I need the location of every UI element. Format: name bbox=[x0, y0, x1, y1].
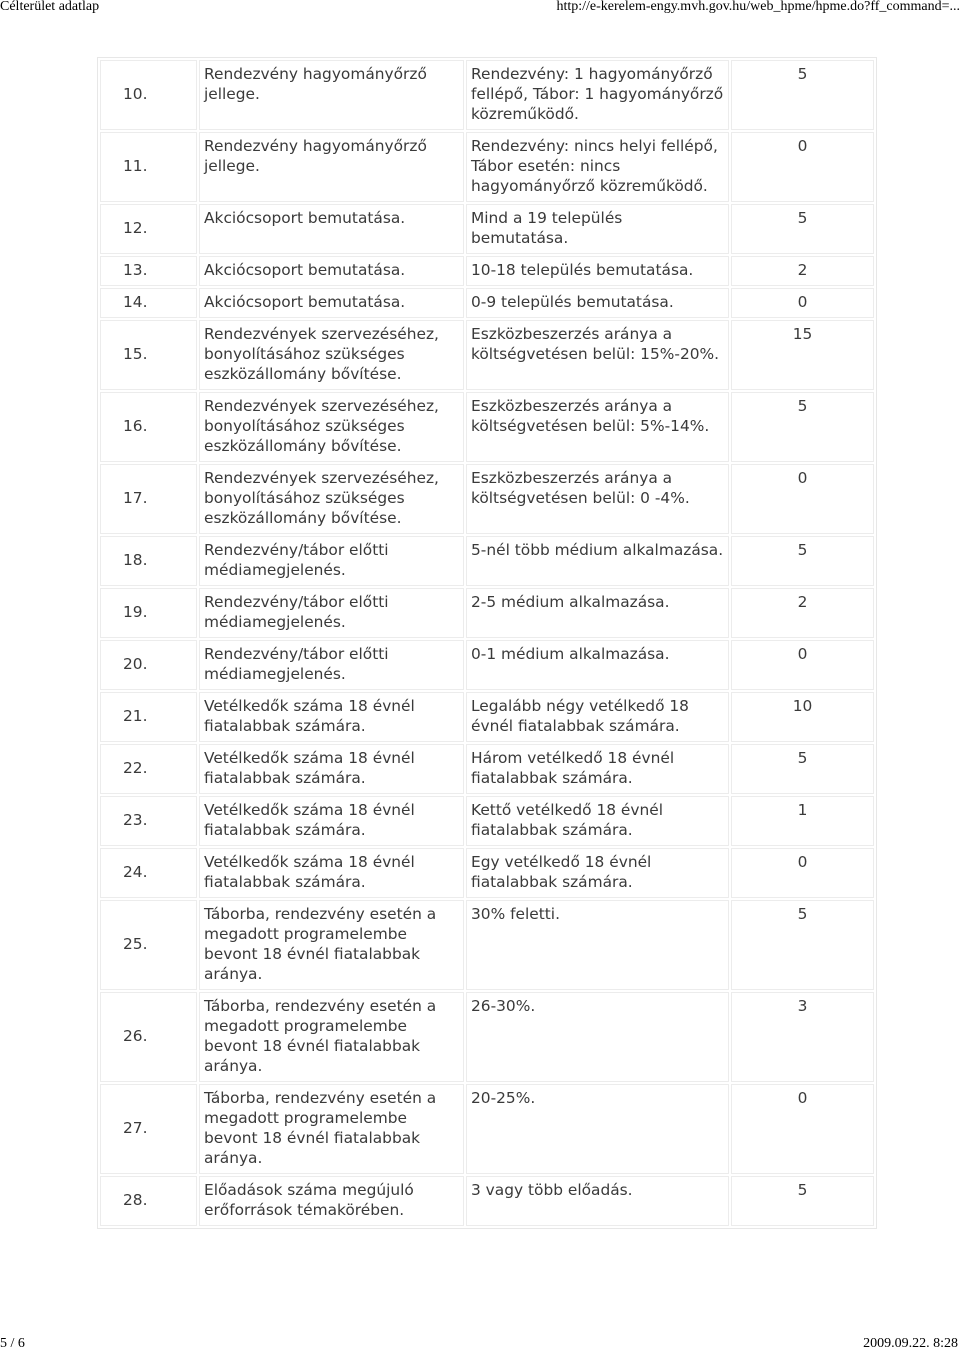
row-number: 27. bbox=[100, 1084, 197, 1174]
row-number: 26. bbox=[100, 992, 197, 1082]
row-description: Rendezvények szervezéséhez, bonyolításához szükséges eszközállomány bővítése. bbox=[199, 464, 464, 534]
row-description: Rendezvények szervezéséhez, bonyolításához szükséges eszközállomány bővítése. bbox=[199, 320, 464, 390]
table-row bbox=[100, 204, 874, 254]
row-points: 0 bbox=[731, 848, 874, 898]
row-criterion: 2-5 médium alkalmazása. bbox=[466, 588, 729, 638]
table-row bbox=[100, 692, 874, 742]
row-points: 0 bbox=[731, 1084, 874, 1174]
row-points: 2 bbox=[731, 588, 874, 638]
row-points: 5 bbox=[731, 744, 874, 794]
table-row bbox=[100, 132, 874, 202]
row-description: Előadások száma megújuló erőforrások témakörében. bbox=[199, 1176, 464, 1226]
table-row bbox=[100, 588, 874, 638]
row-criterion: 20-25%. bbox=[466, 1084, 729, 1174]
header-title: Célterület adatlap bbox=[0, 0, 100, 14]
row-number: 13. bbox=[100, 256, 197, 286]
row-number: 12. bbox=[100, 204, 197, 254]
row-number: 22. bbox=[100, 744, 197, 794]
row-criterion: Rendezvény: 1 hagyományőrző fellépő, Tábor: 1 hagyományőrző közreműködő. bbox=[466, 60, 729, 130]
table-row bbox=[100, 992, 874, 1082]
row-criterion: Legalább négy vetélkedő 18 évnél fiatalabbak számára. bbox=[466, 692, 729, 742]
table-row bbox=[100, 1176, 874, 1226]
row-number: 19. bbox=[100, 588, 197, 638]
table-row bbox=[100, 392, 874, 462]
row-number: 23. bbox=[100, 796, 197, 846]
row-number: 21. bbox=[100, 692, 197, 742]
row-criterion: Eszközbeszerzés aránya a költségvetésen belül: 15%-20%. bbox=[466, 320, 729, 390]
row-points: 1 bbox=[731, 796, 874, 846]
criteria-table bbox=[97, 57, 877, 1229]
row-points: 5 bbox=[731, 900, 874, 990]
header-url: http://e-kerelem-engy.mvh.gov.hu/web_hpme/hpme.do?ff_command=... bbox=[556, 0, 960, 14]
table-row bbox=[100, 640, 874, 690]
table-row bbox=[100, 796, 874, 846]
table-row bbox=[100, 256, 874, 286]
page-number: 5 / 6 bbox=[0, 1336, 25, 1351]
row-criterion: Kettő vetélkedő 18 évnél fiatalabbak számára. bbox=[466, 796, 729, 846]
row-points: 5 bbox=[731, 392, 874, 462]
row-description: Rendezvény/tábor előtti médiamegjelenés. bbox=[199, 536, 464, 586]
row-description: Vetélkedők száma 18 évnél fiatalabbak számára. bbox=[199, 744, 464, 794]
row-description: Rendezvény/tábor előtti médiamegjelenés. bbox=[199, 588, 464, 638]
row-points: 15 bbox=[731, 320, 874, 390]
row-description: Vetélkedők száma 18 évnél fiatalabbak számára. bbox=[199, 692, 464, 742]
row-description: Vetélkedők száma 18 évnél fiatalabbak számára. bbox=[199, 848, 464, 898]
row-description: Akciócsoport bemutatása. bbox=[199, 288, 464, 318]
row-number: 14. bbox=[100, 288, 197, 318]
row-points: 0 bbox=[731, 464, 874, 534]
table-row bbox=[100, 744, 874, 794]
row-description: Táborba, rendezvény esetén a megadott programelembe bevont 18 évnél fiatalabbak aránya. bbox=[199, 1084, 464, 1174]
row-number: 16. bbox=[100, 392, 197, 462]
table-row bbox=[100, 464, 874, 534]
row-points: 5 bbox=[731, 1176, 874, 1226]
row-description: Akciócsoport bemutatása. bbox=[199, 256, 464, 286]
row-points: 3 bbox=[731, 992, 874, 1082]
row-criterion: Mind a 19 település bemutatása. bbox=[466, 204, 729, 254]
row-criterion: Három vetélkedő 18 évnél fiatalabbak számára. bbox=[466, 744, 729, 794]
row-criterion: Rendezvény: nincs helyi fellépő, Tábor esetén: nincs hagyományőrző közreműködő. bbox=[466, 132, 729, 202]
row-description: Rendezvény/tábor előtti médiamegjelenés. bbox=[199, 640, 464, 690]
row-number: 28. bbox=[100, 1176, 197, 1226]
row-criterion: Egy vetélkedő 18 évnél fiatalabbak számára. bbox=[466, 848, 729, 898]
table-row bbox=[100, 60, 874, 130]
table-row bbox=[100, 536, 874, 586]
row-number: 10. bbox=[100, 60, 197, 130]
row-description: Rendezvény hagyományőrző jellege. bbox=[199, 132, 464, 202]
row-number: 24. bbox=[100, 848, 197, 898]
row-points: 5 bbox=[731, 536, 874, 586]
row-points: 10 bbox=[731, 692, 874, 742]
row-criterion: 26-30%. bbox=[466, 992, 729, 1082]
table-row bbox=[100, 848, 874, 898]
row-description: Vetélkedők száma 18 évnél fiatalabbak számára. bbox=[199, 796, 464, 846]
row-number: 25. bbox=[100, 900, 197, 990]
row-number: 18. bbox=[100, 536, 197, 586]
row-criterion: 10-18 település bemutatása. bbox=[466, 256, 729, 286]
row-number: 17. bbox=[100, 464, 197, 534]
row-points: 2 bbox=[731, 256, 874, 286]
row-points: 0 bbox=[731, 640, 874, 690]
row-number: 11. bbox=[100, 132, 197, 202]
row-description: Rendezvény hagyományőrző jellege. bbox=[199, 60, 464, 130]
row-points: 5 bbox=[731, 60, 874, 130]
row-number: 20. bbox=[100, 640, 197, 690]
row-criterion: 0-9 település bemutatása. bbox=[466, 288, 729, 318]
row-points: 5 bbox=[731, 204, 874, 254]
row-criterion: Eszközbeszerzés aránya a költségvetésen belül: 0 -4%. bbox=[466, 464, 729, 534]
table-row bbox=[100, 320, 874, 390]
table-row bbox=[100, 1084, 874, 1174]
table-row bbox=[100, 288, 874, 318]
row-description: Rendezvények szervezéséhez, bonyolításához szükséges eszközállomány bővítése. bbox=[199, 392, 464, 462]
print-datetime: 2009.09.22. 8:28 bbox=[863, 1336, 958, 1351]
row-description: Táborba, rendezvény esetén a megadott programelembe bevont 18 évnél fiatalabbak aránya. bbox=[199, 992, 464, 1082]
row-number: 15. bbox=[100, 320, 197, 390]
row-description: Akciócsoport bemutatása. bbox=[199, 204, 464, 254]
row-criterion: Eszközbeszerzés aránya a költségvetésen belül: 5%-14%. bbox=[466, 392, 729, 462]
row-criterion: 30% feletti. bbox=[466, 900, 729, 990]
page-header bbox=[0, 0, 960, 16]
row-criterion: 5-nél több médium alkalmazása. bbox=[466, 536, 729, 586]
table-row bbox=[100, 900, 874, 990]
row-criterion: 3 vagy több előadás. bbox=[466, 1176, 729, 1226]
page-footer bbox=[0, 1337, 960, 1353]
row-description: Táborba, rendezvény esetén a megadott programelembe bevont 18 évnél fiatalabbak aránya. bbox=[199, 900, 464, 990]
row-criterion: 0-1 médium alkalmazása. bbox=[466, 640, 729, 690]
row-points: 0 bbox=[731, 288, 874, 318]
row-points: 0 bbox=[731, 132, 874, 202]
